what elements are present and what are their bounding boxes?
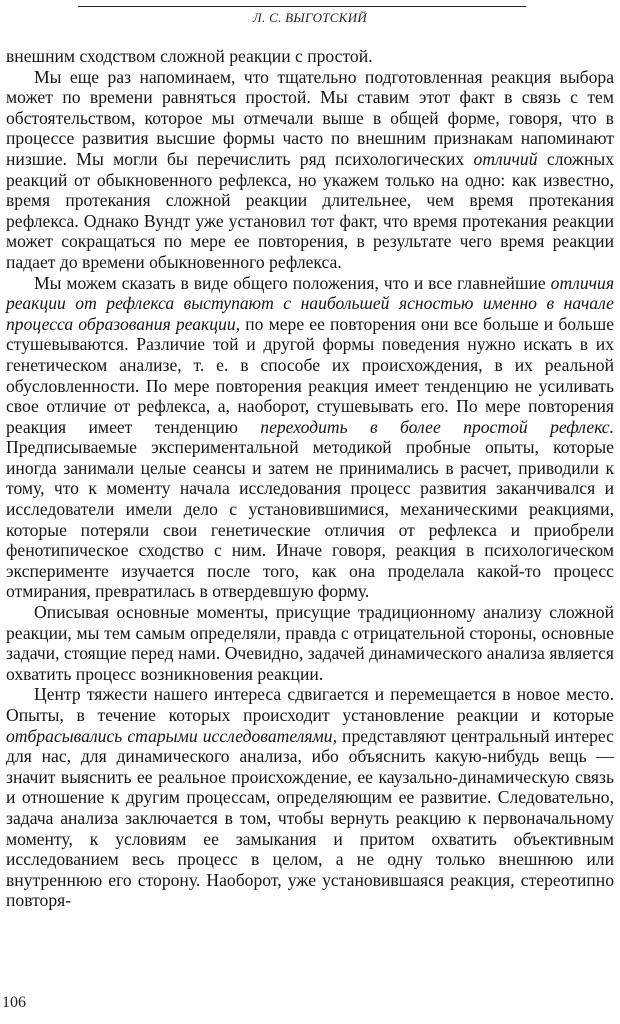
paragraph-1 (6, 46, 614, 67)
paragraph-4 (6, 602, 614, 684)
italic-text-run: отличия реакции от рефлекса выступают с наибольшей ясностью именно в начале процесса образования реакции, (6, 272, 614, 334)
paragraph-3 (6, 273, 614, 603)
paragraph-5 (6, 684, 614, 911)
page-number: 106 (2, 994, 26, 1011)
text-run: сложных реакций от обыкновенного рефлекса, но укажем только на одно: как известно, время протекания сложной реакции длительнее, чем время протекания рефлекса. Однако Вундт уже установил тот факт, что время протекания реакции может сокращаться по мере ее повторения, в результате чего время реакции падает до времени обыкновенного рефлекса. (6, 148, 614, 272)
text-run: Мы еще раз напоминаем, что тщательно подготовленная реакция выбора может по времени равняться простой. Мы ставим этот факт в связь с тем обстоятельством, которое мы отмечали выше в общей форме, говоря, что в процессе развития высшие формы часто по внешним признакам напоминают низшие. Мы могли бы перечислить ряд психологических (6, 66, 614, 169)
italic-text-run: переходить в более простой рефлекс. (260, 416, 614, 437)
italic-text-run: отличий (473, 148, 538, 169)
italic-text-run: отбрасывались старыми исследователями, (6, 725, 337, 746)
header-rule (78, 6, 526, 7)
text-run: по мере ее повторения они все больше и больше стушевываются. Различие той и другой формы поведения нужно искать в их генетическом анализе, т. е. в способе их происхождения, в их реальной обусловленности. По мере повторения реакция имеет тенденцию не усиливать свое отличие от рефлекса, а, наоборот, стушевывать его. По мере повторения реакция имеет тенденцию (6, 313, 615, 437)
text-run: внешним сходством сложной реакции с простой. (6, 46, 373, 66)
running-head: Л. С. ВЫГОТСКИЙ (252, 10, 368, 25)
text-run: представляют центральный интерес для нас, для динамического анализа, ибо объяснить какую-нибудь вещь — значит выяснить ее реальное происхождение, ее каузально-динамическую связь и отношение к другим процессам, определяющим ее развитие. Следовательно, задача анализа заключается в том, чтобы вернуть реакцию к первоначальному моменту, к условиям ее замыкания и притом охватить объективным исследованием весь процесс в целом, а не одну только внешнюю или внутреннюю его сторону. Наоборот, уже установившаяся реакция, стереотипно повторя- (6, 725, 614, 911)
text-run: Мы можем сказать в виде общего положения, что и все главнейшие (34, 272, 551, 293)
body-text (6, 46, 614, 911)
paragraph-2 (6, 67, 614, 273)
text-run: Предписываемые экспериментальной методикой пробные опыты, которые иногда занимали целые сеансы и затем не принимались в расчет, приводили к тому, что к моменту начала исследования процесс развития заканчивался и исследователи имели дело с установившимися, механическими реакциями, которые потеряли свои генетические отличия от рефлекса и приобрели фенотипическое сходство с ним. Иначе говоря, реакция в психологическом эксперименте изучается после того, как она проделала какой-то процесс отмирания, превратилась в отвердевшую форму. (6, 437, 614, 602)
text-run: Описывая основные моменты, присущие традиционному анализу сложной реакции, мы тем самым определяли, правда с отрицательной стороны, основные задачи, стоящие перед нами. Очевидно, задачей динамического анализа является охватить процесс возникновения реакции. (6, 602, 614, 684)
text-run: Центр тяжести нашего интереса сдвигается и перемещается в новое место. Опыты, в течение которых происходит установление реакции и которые (6, 684, 614, 725)
